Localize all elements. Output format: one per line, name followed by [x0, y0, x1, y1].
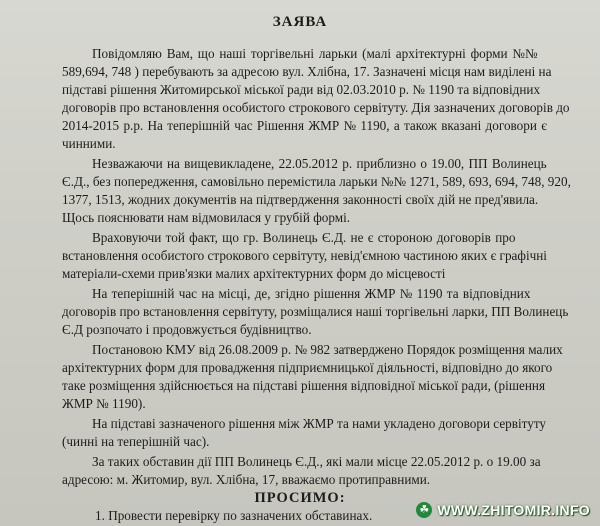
text-line: Враховуючи той факт, що гр. Волинець Є.Д. не є стороною договорів про: [92, 230, 516, 245]
text-line: За таких обставин дії ПП Волинець Є.Д., які мали місце 22.05.2012 р. о 19.00 за: [92, 454, 541, 469]
text-line: архітектурних форм для провадження підприємницької діяльності, відповідно до якого: [62, 360, 553, 375]
site-watermark: [416, 502, 590, 518]
text-line: Постановою КМУ від 26.08.2009 р. № 982 затверджено Порядок розміщення малих: [92, 342, 563, 357]
request-heading: ПРОСИМО:: [254, 490, 346, 506]
document-title: ЗАЯВА: [272, 14, 328, 30]
text-line: На теперішній час на місці, де, згідно рішення ЖМР № 1190 та відповідних: [92, 286, 531, 301]
leaf-icon: ☘: [416, 502, 432, 518]
text-line: Повідомляю Вам, що наші торгівельні ларьки (малі архітектурні форми №№: [92, 46, 538, 61]
text-line: чинними.: [62, 136, 116, 151]
text-line: таке розміщення здійснюється на підставі рішення відповідної міської ради, (рішення: [62, 378, 546, 393]
text-line: Щось пояснювати нам відмовилася у грубій формі.: [62, 210, 351, 225]
text-line: 2014-2015 р.р. На теперішній час Рішення ЖМР № 1190, а також вказані договори є: [62, 118, 547, 133]
text-line: матеріали-схеми прив'язки малих архітектурних форм до місцевості: [62, 266, 446, 281]
text-line: ЖМР № 1190).: [62, 396, 146, 411]
text-line: Незважаючи на вищевикладене, 22.05.2012 р. приблизно о 19.00, ПП Волинець: [92, 156, 547, 171]
text-line: адресою: м. Житомир, вул. Хлібна, 17, вважаємо протиправними.: [62, 472, 431, 487]
text-line: підставі рішення Житомирської міської ради від 02.03.2010 р. № 1190 та відповідних: [62, 82, 541, 97]
text-line: Є.Д., без попередження, самовільно перемістила ларьки №№ 1271, 589, 693, 694, 748, 920,: [62, 174, 571, 189]
text-line: (чинні на теперішній час).: [62, 434, 210, 449]
text-line: 589,694, 748 ) перебувають за адресою вул. Хлібна, 17. Зазначені місця нам виділені на: [62, 64, 552, 79]
text-line: договорів про встановлення особистого строкового сервітуту. Дія зазначених договорів до: [62, 100, 570, 115]
text-line: встановлення особистого строкового сервітуту, невід'ємною частиною яких є графічні: [62, 248, 547, 263]
text-line: Є.Д розпочато і продовжується будівництво.: [62, 322, 312, 337]
watermark-text: WWW.ZHITOMIR.INFO: [437, 502, 590, 518]
text-line: На підставі зазначеного рішення між ЖМР та нами укладено договори сервітуту: [92, 416, 547, 431]
request-item: 1. Провести перевірку по зазначених обставинах.: [95, 508, 373, 523]
text-line: договорів про встановлення сервітуту, розміщалися наші торгівельні ларки, ПП Волинець: [62, 304, 569, 319]
text-line: 1377, 1513, жодних документів на підтвердження законності своїх дій не пред'явила.: [62, 192, 539, 207]
